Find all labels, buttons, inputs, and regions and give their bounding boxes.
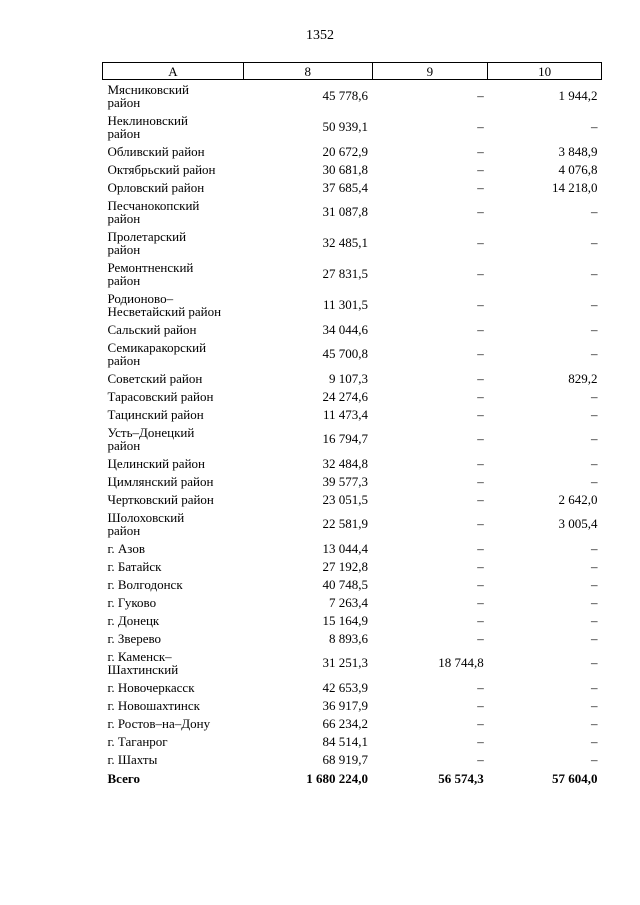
row-name: г. Новочеркасск: [107, 679, 195, 695]
total-row: [103, 768, 602, 788]
row-col-10: –: [591, 119, 598, 134]
total-col-8: 1 680 224,0: [306, 770, 369, 786]
row-col-8: 11 301,5: [323, 297, 369, 312]
row-col-10: –: [591, 612, 598, 628]
row-name: Тацинский район: [107, 406, 204, 422]
row-col-10: –: [591, 406, 598, 422]
table-row: [103, 575, 602, 593]
table-row: [103, 629, 602, 647]
row-col-9: –: [477, 491, 484, 507]
row-name: Обливский район: [107, 143, 205, 159]
table-row: [103, 111, 602, 142]
table-header-row: [103, 63, 602, 80]
row-name: Чертковский район: [107, 491, 214, 507]
table-row: [103, 80, 602, 112]
row-col-8: 20 672,9: [322, 143, 369, 159]
row-col-9: –: [477, 143, 484, 159]
row-col-8: 27 831,5: [322, 266, 369, 281]
row-name: Неклиновский район: [107, 112, 188, 141]
row-col-10: 4 076,8: [558, 161, 598, 177]
row-col-9: –: [477, 715, 484, 731]
row-name: г. Ростов–на–Дону: [107, 715, 211, 731]
row-name: Целинский район: [107, 455, 205, 471]
table-row: [103, 647, 602, 678]
row-col-9: –: [477, 576, 484, 592]
row-name: Сальский район: [107, 321, 197, 337]
row-name: г. Донецк: [107, 612, 160, 628]
row-col-8: 42 653,9: [322, 679, 369, 695]
row-col-10: –: [591, 204, 598, 219]
table-row: [103, 508, 602, 539]
row-col-8: 32 484,8: [322, 455, 369, 471]
row-name: г. Шахты: [107, 751, 158, 767]
row-col-9: –: [477, 388, 484, 404]
row-col-8: 16 794,7: [322, 431, 369, 446]
row-col-10: 829,2: [568, 370, 598, 386]
row-col-10: –: [591, 297, 598, 312]
row-col-8: 39 577,3: [322, 473, 369, 489]
total-label: Всего: [107, 770, 140, 786]
row-col-10: –: [591, 576, 598, 592]
row-col-8: 8 893,6: [329, 630, 369, 646]
row-col-10: –: [591, 697, 598, 713]
row-name: Тарасовский район: [107, 388, 214, 404]
row-col-10: –: [591, 431, 598, 446]
table-row: [103, 320, 602, 338]
row-col-8: 11 473,4: [323, 406, 369, 422]
row-name: Мясниковский район: [107, 81, 189, 110]
row-col-10: –: [591, 655, 598, 670]
row-col-10: –: [591, 630, 598, 646]
row-col-8: 45 778,6: [322, 88, 369, 103]
row-col-8: 34 044,6: [322, 321, 369, 337]
row-col-9: –: [477, 697, 484, 713]
row-col-8: 22 581,9: [322, 516, 369, 531]
table-row: [103, 178, 602, 196]
row-col-10: 2 642,0: [558, 491, 598, 507]
row-col-9: –: [477, 119, 484, 134]
table-row: [103, 732, 602, 750]
row-col-8: 32 485,1: [322, 235, 369, 250]
row-col-9: –: [477, 370, 484, 386]
row-name: Семикаракорский район: [107, 339, 207, 368]
table-row: [103, 750, 602, 768]
row-col-8: 9 107,3: [329, 370, 369, 386]
row-col-10: –: [591, 388, 598, 404]
row-name: г. Каменск– Шахтинский: [107, 648, 179, 677]
row-col-9: –: [477, 179, 484, 195]
table-row: [103, 369, 602, 387]
row-name: Песчанокопский район: [107, 197, 200, 226]
table-row: [103, 338, 602, 369]
total-col-10: 57 604,0: [552, 770, 598, 786]
row-col-10: –: [591, 346, 598, 361]
table-row: [103, 160, 602, 178]
row-col-10: 14 218,0: [552, 179, 598, 195]
row-col-8: 13 044,4: [322, 540, 369, 556]
row-col-9: –: [477, 161, 484, 177]
row-col-10: –: [591, 455, 598, 471]
row-col-9: 18 744,8: [438, 655, 484, 670]
row-col-9: –: [477, 516, 484, 531]
row-col-8: 36 917,9: [322, 697, 369, 713]
column-header-8: 8: [243, 63, 372, 80]
row-name: г. Новошахтинск: [107, 697, 200, 713]
row-name: Октябрьский район: [107, 161, 216, 177]
row-col-10: –: [591, 715, 598, 731]
row-col-9: –: [477, 612, 484, 628]
row-name: г. Зверево: [107, 630, 162, 646]
row-col-9: –: [477, 733, 484, 749]
row-name: г. Батайск: [107, 558, 162, 574]
row-col-9: –: [477, 406, 484, 422]
row-col-8: 7 263,4: [329, 594, 369, 610]
row-col-8: 23 051,5: [322, 491, 369, 507]
row-col-8: 68 919,7: [322, 751, 369, 767]
table-row: [103, 423, 602, 454]
row-col-9: –: [477, 431, 484, 446]
column-header-9: 9: [372, 63, 488, 80]
table-row: [103, 405, 602, 423]
row-name: Шолоховский район: [107, 509, 185, 538]
row-col-10: 3 005,4: [558, 516, 598, 531]
table-row: [103, 258, 602, 289]
row-col-9: –: [477, 297, 484, 312]
table-row: [103, 472, 602, 490]
table-row: [103, 196, 602, 227]
row-col-10: –: [591, 321, 598, 337]
row-col-10: –: [591, 751, 598, 767]
table-row: [103, 454, 602, 472]
row-name: Орловский район: [107, 179, 205, 195]
row-col-8: 24 274,6: [322, 388, 369, 404]
table-row: [103, 696, 602, 714]
row-col-9: –: [477, 266, 484, 281]
table-row: [103, 387, 602, 405]
row-name: г. Гуково: [107, 594, 157, 610]
row-col-10: 1 944,2: [558, 88, 598, 103]
table-row: [103, 714, 602, 732]
row-col-10: –: [591, 473, 598, 489]
table-row: [103, 227, 602, 258]
row-col-8: 84 514,1: [322, 733, 369, 749]
row-col-9: –: [477, 235, 484, 250]
table-row: [103, 289, 602, 320]
row-col-8: 37 685,4: [322, 179, 369, 195]
table-body: [103, 80, 602, 769]
row-name: Ремонтненский район: [107, 259, 194, 288]
row-col-9: –: [477, 204, 484, 219]
row-name: г. Волгодонск: [107, 576, 183, 592]
row-col-10: –: [591, 679, 598, 695]
row-name: Советский район: [107, 370, 203, 386]
row-col-10: –: [591, 558, 598, 574]
row-col-9: –: [477, 321, 484, 337]
row-col-9: –: [477, 594, 484, 610]
table-row: [103, 557, 602, 575]
row-col-8: 50 939,1: [322, 119, 369, 134]
row-col-10: –: [591, 235, 598, 250]
row-col-9: –: [477, 346, 484, 361]
row-name: Пролетарский район: [107, 228, 187, 257]
row-col-9: –: [477, 558, 484, 574]
row-col-9: –: [477, 630, 484, 646]
row-col-9: –: [477, 88, 484, 103]
table-row: [103, 593, 602, 611]
table-row: [103, 490, 602, 508]
row-name: Усть–Донецкий район: [107, 424, 195, 453]
row-col-10: –: [591, 266, 598, 281]
row-col-8: 27 192,8: [322, 558, 369, 574]
row-col-9: –: [477, 751, 484, 767]
table-row: [103, 142, 602, 160]
row-col-8: 30 681,8: [322, 161, 369, 177]
row-col-9: –: [477, 455, 484, 471]
table-row: [103, 678, 602, 696]
row-col-10: –: [591, 594, 598, 610]
row-col-8: 31 087,8: [322, 204, 369, 219]
row-col-10: –: [591, 733, 598, 749]
row-name: г. Таганрог: [107, 733, 168, 749]
total-col-9: 56 574,3: [438, 770, 484, 786]
row-name: Родионово– Несветайский район: [107, 290, 222, 319]
row-col-8: 15 164,9: [322, 612, 369, 628]
row-col-8: 31 251,3: [322, 655, 369, 670]
row-col-10: 3 848,9: [558, 143, 598, 159]
row-col-9: –: [477, 540, 484, 556]
row-col-9: –: [477, 473, 484, 489]
column-header-a: А: [103, 63, 244, 80]
row-col-8: 40 748,5: [322, 576, 369, 592]
table-row: [103, 539, 602, 557]
page-number: 1352: [306, 28, 334, 43]
budget-table: [102, 62, 602, 788]
row-name: Цимлянский район: [107, 473, 214, 489]
row-name: г. Азов: [107, 540, 145, 556]
row-col-9: –: [477, 679, 484, 695]
row-col-10: –: [591, 540, 598, 556]
table-row: [103, 611, 602, 629]
column-header-10: 10: [488, 63, 602, 80]
row-col-8: 66 234,2: [322, 715, 369, 731]
row-col-8: 45 700,8: [322, 346, 369, 361]
